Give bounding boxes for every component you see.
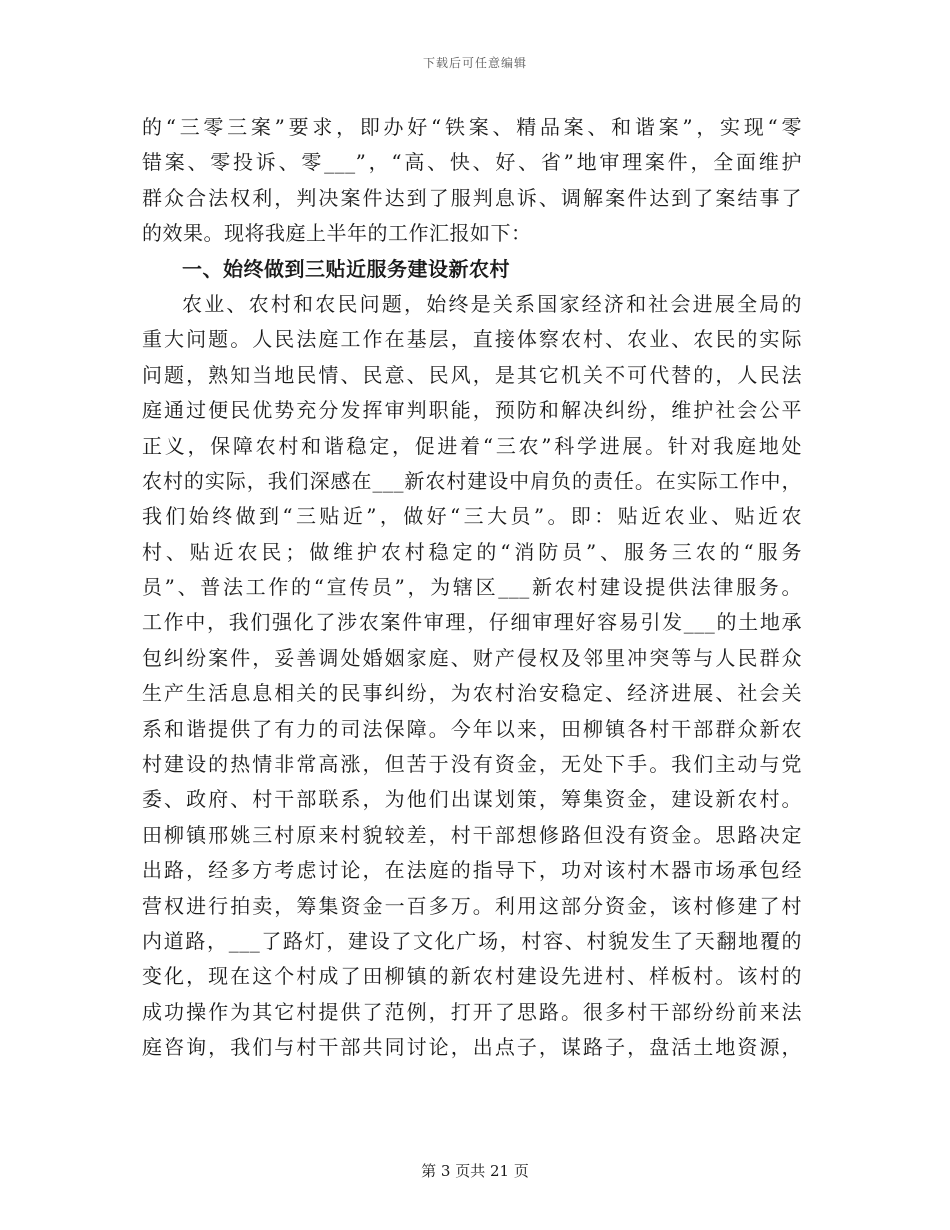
text-line: 包纠纷案件，妥善调处婚姻家庭、财产侵权及邻里冲突等与人民群众 <box>142 645 802 670</box>
text-line: 重大问题。人民法庭工作在基层，直接体察农村、农业、农民的实际 <box>142 327 802 352</box>
text-line: 员”、普法工作的“宣传员”，为辖区___新农村建设提供法律服务。 <box>142 575 802 600</box>
text-line: 农业、农村和农民问题，始终是关系国家经济和社会进展全局的 <box>182 291 802 316</box>
text-line: 工作中，我们强化了涉农案件审理，仔细审理好容易引发___的土地承 <box>142 610 802 635</box>
page-number: 第 3 页共 21 页 <box>421 1162 529 1180</box>
text-line: 我们始终做到“三贴近”，做好“三大员”。即：贴近农业、贴近农 <box>142 504 802 529</box>
text-line: 营权进行拍卖，筹集资金一百多万。利用这部分资金，该村修建了村 <box>142 893 802 918</box>
text-line: 内道路，___了路灯，建设了文化广场，村容、村貌发生了天翻地覆的 <box>142 928 802 953</box>
text-line: 庭通过便民优势充分发挥审判职能，预防和解决纠纷，维护社会公平 <box>142 398 802 423</box>
document-body <box>142 110 802 1066</box>
text-line: 群众合法权利，判决案件达到了服判息诉、调解案件达到了案结事了 <box>142 185 802 210</box>
text-line: 成功操作为其它村提供了范例，打开了思路。很多村干部纷纷前来法 <box>142 999 802 1024</box>
text-line: 生产生活息息相关的民事纠纷，为农村治安稳定、经济进展、社会关 <box>142 681 802 706</box>
text-line: 变化，现在这个村成了田柳镇的新农村建设先进村、样板村。该村的 <box>142 964 802 989</box>
text-line: 村建设的热情非常高涨，但苦于没有资金，无处下手。我们主动与党 <box>142 752 802 777</box>
text-line: 庭咨询，我们与村干部共同讨论，出点子，谋路子，盘活土地资源， <box>142 1035 802 1060</box>
text-line: 村、贴近农民；做维护农村稳定的“消防员”、服务三农的“服务 <box>142 539 802 564</box>
text-line: 农村的实际，我们深感在___新农村建设中肩负的责任。在实际工作中， <box>142 468 802 493</box>
text-line: 田柳镇邢姚三村原来村貌较差，村干部想修路但没有资金。思路决定 <box>142 822 802 847</box>
text-line: 的效果。现将我庭上半年的工作汇报如下： <box>142 221 532 246</box>
text-line: 正义，保障农村和谐稳定，促进着“三农”科学进展。针对我庭地处 <box>142 433 802 458</box>
text-line: 的“三零三案”要求，即办好“铁案、精品案、和谐案”，实现“零 <box>142 115 802 139</box>
text-line: 错案、零投诉、零___”，“高、快、好、省”地审理案件，全面维护 <box>142 150 802 175</box>
text-line: 出路，经多方考虑讨论，在法庭的指导下，功对该村木器市场承包经 <box>142 858 802 883</box>
text-line: 问题，熟知当地民情、民意、民风，是其它机关不可代替的，人民法 <box>142 362 802 387</box>
text-line: 委、政府、村干部联系，为他们出谋划策，筹集资金，建设新农村。 <box>142 787 802 812</box>
page-header-note: 下载后可任意编辑 <box>422 56 527 70</box>
text-line: 系和谐提供了有力的司法保障。今年以来，田柳镇各村干部群众新农 <box>142 716 802 741</box>
section-heading: 一、始终做到三贴近服务建设新农村 <box>182 256 510 281</box>
